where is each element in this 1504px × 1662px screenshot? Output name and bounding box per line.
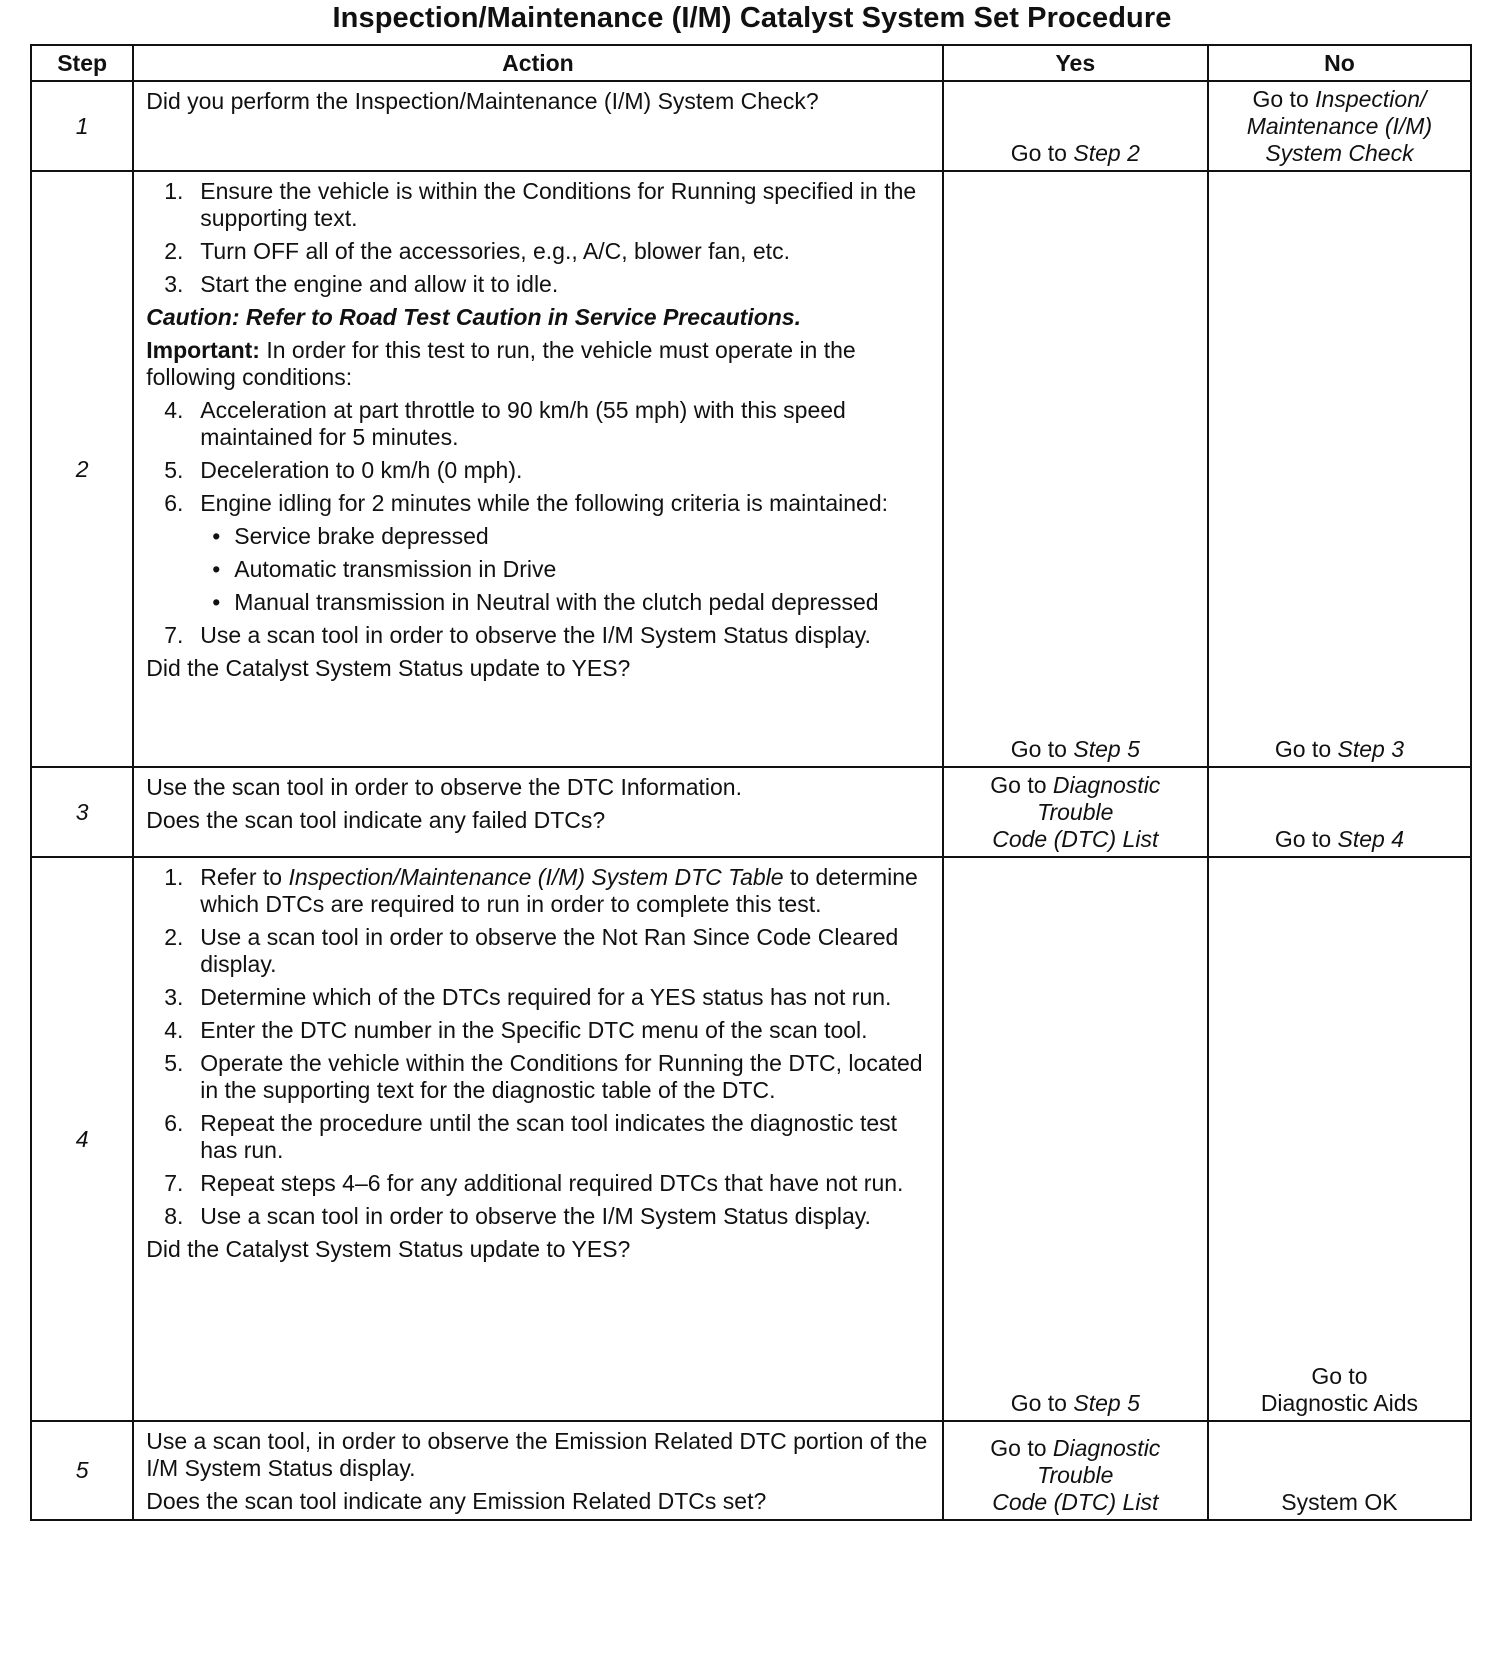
table-row [31,171,1471,767]
yes-go-to: Go to [1010,1390,1074,1416]
action-cell [133,171,942,767]
header-no: No [1208,45,1471,81]
list-item: 3. Determine which of the DTCs required for a YES status has not run. [200,984,933,1011]
im-dtc-table-link[interactable]: Inspection/Maintenance (I/M) System DTC Table [288,864,784,890]
table-row [31,767,1471,857]
list-item: 3. Start the engine and allow it to idle. [200,271,933,298]
list-item: 8. Use a scan tool in order to observe the I/M System Status display. [200,1203,933,1230]
no-cell [1208,857,1471,1421]
numbered-list [146,864,933,1230]
no-cell [1208,1421,1471,1520]
no-go-to: Go to [1274,826,1338,852]
list-item: 7. Repeat steps 4–6 for any additional required DTCs that have not run. [200,1170,933,1197]
no-cell [1208,767,1471,857]
header-row [31,45,1471,81]
dtc-list-link[interactable]: Diagnostic [1052,1435,1161,1461]
step-number: 2 [31,171,133,767]
no-go-to: Go to [1274,736,1338,762]
action-question: Does the scan tool indicate any failed DTCs? [146,807,606,833]
page-title: Inspection/Maintenance (I/M) Catalyst System Set Procedure [332,2,1172,34]
dtc-list-link[interactable]: Diagnostic [1052,772,1161,798]
list-item: 5. Operate the vehicle within the Conditions for Running the DTC, located in the supporting text for the diagnostic table of the DTC. [200,1050,933,1104]
step-link[interactable]: Step 3 [1337,736,1405,762]
action-text: Use the scan tool in order to observe the DTC Information. [146,774,742,800]
yes-cell [943,81,1208,171]
important-label: Important: [146,337,260,363]
yes-go-to: Go to [1010,140,1074,166]
list-item: 2. Turn OFF all of the accessories, e.g., A/C, blower fan, etc. [200,238,933,265]
system-ok-text: System OK [1281,1489,1398,1515]
action-question: Did you perform the Inspection/Maintenance (I/M) System Check? [146,88,819,114]
im-system-check-link[interactable]: Inspection/ [1315,86,1427,112]
bullet-list [200,523,933,616]
dtc-list-link-line3[interactable]: Code (DTC) List [992,1489,1159,1515]
list-item: 4. Enter the DTC number in the Specific DTC menu of the scan tool. [200,1017,933,1044]
action-question: Does the scan tool indicate any Emission Related DTCs set? [146,1488,767,1514]
step-link[interactable]: Step 5 [1073,736,1140,762]
step-number: 3 [31,767,133,857]
step-number: 5 [31,1421,133,1520]
no-cell [1208,81,1471,171]
action-question: Did the Catalyst System Status update to YES? [146,655,631,681]
action-question: Did the Catalyst System Status update to YES? [146,1236,631,1262]
list-item: 4. Acceleration at part throttle to 90 km/h (55 mph) with this speed maintained for 5 minutes. [200,397,933,451]
table-row [31,81,1471,171]
yes-cell [943,767,1208,857]
numbered-list [146,397,933,649]
list-item: 6. Engine idling for 2 minutes while the following criteria is maintained: • Service brake depressed • Automatic transmission in Drive • Manual transmission in Neutral with the clutch pedal depressed [200,490,933,616]
dtc-list-link-line3[interactable]: Code (DTC) List [992,826,1159,852]
diagnostic-aids-link[interactable]: Diagnostic Aids [1260,1390,1419,1416]
list-item: 6. Repeat the procedure until the scan tool indicates the diagnostic test has run. [200,1110,933,1164]
no-go-to: Go to [1252,86,1316,112]
list-item: 1. Ensure the vehicle is within the Conditions for Running specified in the supporting text. [200,178,933,232]
step-link[interactable]: Step 4 [1337,826,1405,852]
step-number: 1 [31,81,133,171]
caution-note: Caution: Refer to Road Test Caution in Service Precautions. [146,304,801,330]
no-go-to: Go to [1311,1363,1368,1389]
yes-go-to: Go to [990,772,1053,798]
list-item: 5. Deceleration to 0 km/h (0 mph). [200,457,933,484]
bullet-item: • Automatic transmission in Drive [234,556,933,583]
step-number: 4 [31,857,133,1421]
table-row [31,1421,1471,1520]
yes-go-to: Go to [1010,736,1074,762]
step-link[interactable]: Step 5 [1073,1390,1140,1416]
procedure-table [30,44,1472,1521]
bullet-item: • Service brake depressed [234,523,933,550]
numbered-list [146,178,933,298]
yes-cell [943,1421,1208,1520]
dtc-list-link-line2[interactable]: Trouble [1037,799,1114,825]
header-action: Action [133,45,942,81]
action-cell [133,1421,942,1520]
header-yes: Yes [943,45,1208,81]
im-system-check-link-line3[interactable]: System Check [1265,140,1414,166]
yes-cell [943,171,1208,767]
yes-go-to: Go to [990,1435,1053,1461]
bullet-item: • Manual transmission in Neutral with the clutch pedal depressed [234,589,933,616]
dtc-list-link-line2[interactable]: Trouble [1037,1462,1114,1488]
list-item: 2. Use a scan tool in order to observe the Not Ran Since Code Cleared display. [200,924,933,978]
action-cell [133,81,942,171]
im-system-check-link-line2[interactable]: Maintenance (I/M) [1246,113,1433,139]
action-text: Use a scan tool, in order to observe the Emission Related DTC portion of the I/M System Status display. [146,1428,928,1481]
step-link[interactable]: Step 2 [1073,140,1140,166]
yes-cell [943,857,1208,1421]
no-cell [1208,171,1471,767]
list-item: 7. Use a scan tool in order to observe the I/M System Status display. [200,622,933,649]
action-cell [133,857,942,1421]
table-row [31,857,1471,1421]
important-note: Important: In order for this test to run, the vehicle must operate in the following conditions: [146,337,856,390]
action-cell [133,767,942,857]
header-step: Step [31,45,133,81]
list-item: 1. Refer to Inspection/Maintenance (I/M) System DTC Table to determine which DTCs are required to run in order to complete this test. [200,864,933,918]
